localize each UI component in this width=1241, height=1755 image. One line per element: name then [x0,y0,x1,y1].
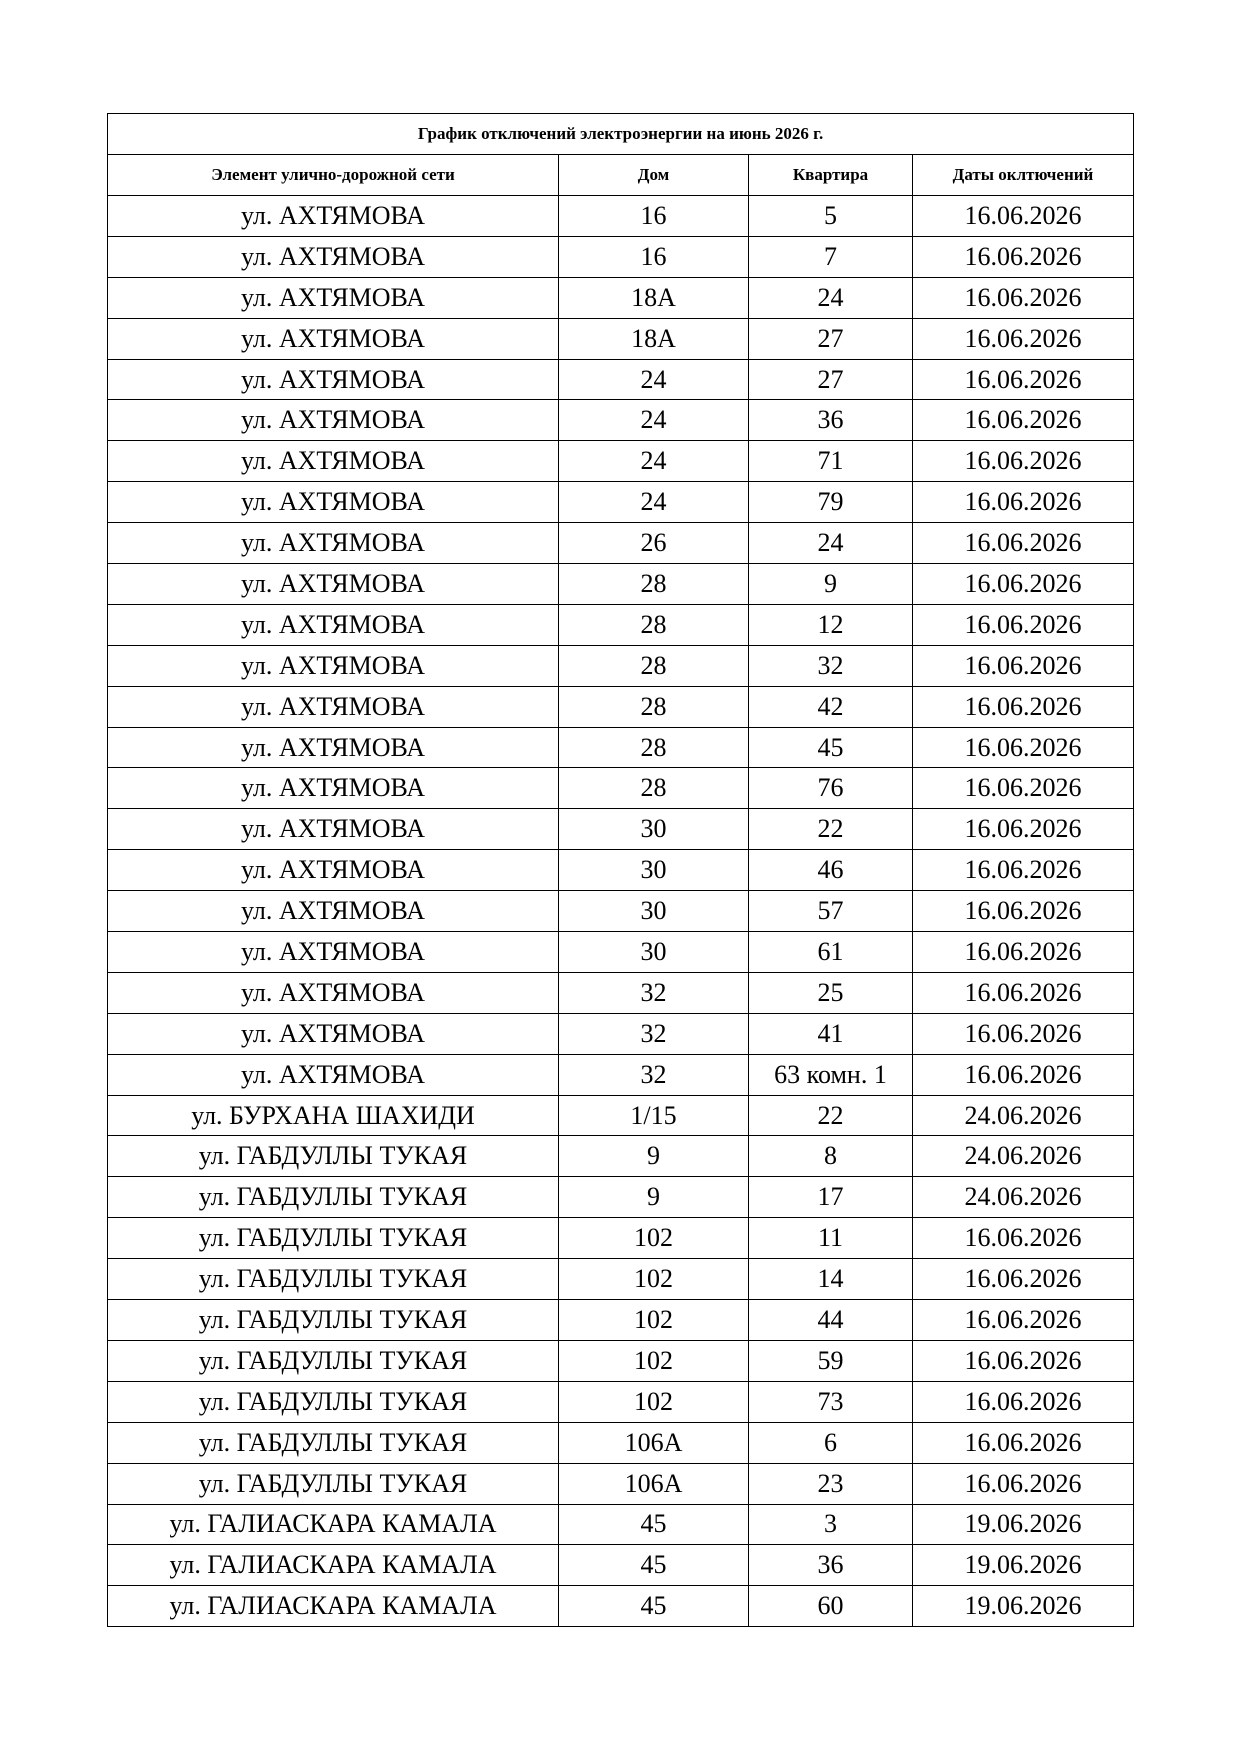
cell-date: 16.06.2026 [913,768,1134,809]
cell-apartment: 9 [749,564,913,605]
cell-date: 16.06.2026 [913,1300,1134,1341]
cell-apartment: 46 [749,850,913,891]
cell-house: 9 [559,1136,749,1177]
cell-house: 102 [559,1259,749,1300]
cell-date: 16.06.2026 [913,972,1134,1013]
cell-house: 28 [559,727,749,768]
cell-street: ул. ГАБДУЛЛЫ ТУКАЯ [108,1177,559,1218]
cell-apartment: 11 [749,1218,913,1259]
cell-apartment: 17 [749,1177,913,1218]
table-row [108,482,1134,523]
table-row [108,1218,1134,1259]
cell-apartment: 63 комн. 1 [749,1054,913,1095]
cell-apartment: 5 [749,196,913,237]
cell-house: 32 [559,1013,749,1054]
cell-house: 9 [559,1177,749,1218]
table-title: График отключений электроэнергии на июнь 2026 г. [108,114,1134,155]
cell-date: 16.06.2026 [913,564,1134,605]
cell-street: ул. АХТЯМОВА [108,972,559,1013]
cell-house: 24 [559,482,749,523]
cell-street: ул. АХТЯМОВА [108,482,559,523]
cell-house: 30 [559,850,749,891]
cell-apartment: 41 [749,1013,913,1054]
cell-date: 16.06.2026 [913,1013,1134,1054]
cell-date: 16.06.2026 [913,727,1134,768]
cell-house: 18А [559,318,749,359]
outage-schedule-table [107,113,1134,1627]
cell-house: 28 [559,564,749,605]
table-row [108,1463,1134,1504]
table-row [108,809,1134,850]
table-body [108,196,1134,1627]
cell-apartment: 12 [749,604,913,645]
cell-street: ул. АХТЯМОВА [108,891,559,932]
cell-apartment: 22 [749,1095,913,1136]
cell-date: 16.06.2026 [913,196,1134,237]
cell-house: 30 [559,932,749,973]
cell-date: 19.06.2026 [913,1504,1134,1545]
cell-street: ул. АХТЯМОВА [108,236,559,277]
table-row [108,523,1134,564]
cell-date: 16.06.2026 [913,1340,1134,1381]
column-header-house: Дом [559,155,749,196]
table-row [108,277,1134,318]
table-row [108,891,1134,932]
table-row [108,1177,1134,1218]
cell-street: ул. АХТЯМОВА [108,564,559,605]
cell-street: ул. ГАБДУЛЛЫ ТУКАЯ [108,1422,559,1463]
table-row [108,1095,1134,1136]
table-row [108,1300,1134,1341]
table-row [108,1381,1134,1422]
table-row [108,1259,1134,1300]
cell-house: 32 [559,1054,749,1095]
table-row [108,359,1134,400]
cell-street: ул. ГАЛИАСКАРА КАМАЛА [108,1586,559,1627]
cell-date: 16.06.2026 [913,891,1134,932]
cell-apartment: 24 [749,523,913,564]
cell-street: ул. АХТЯМОВА [108,727,559,768]
cell-apartment: 73 [749,1381,913,1422]
column-header-row [108,155,1134,196]
cell-street: ул. АХТЯМОВА [108,809,559,850]
cell-street: ул. ГАЛИАСКАРА КАМАЛА [108,1545,559,1586]
cell-apartment: 25 [749,972,913,1013]
column-header-street: Элемент улично-дорожной сети [108,155,559,196]
table-row [108,441,1134,482]
cell-apartment: 24 [749,277,913,318]
cell-street: ул. АХТЯМОВА [108,932,559,973]
table-row [108,400,1134,441]
cell-date: 16.06.2026 [913,686,1134,727]
cell-house: 32 [559,972,749,1013]
cell-date: 16.06.2026 [913,400,1134,441]
table-title-row [108,114,1134,155]
cell-house: 30 [559,809,749,850]
cell-date: 16.06.2026 [913,1422,1134,1463]
table-row [108,236,1134,277]
cell-house: 16 [559,236,749,277]
cell-street: ул. АХТЯМОВА [108,850,559,891]
cell-street: ул. АХТЯМОВА [108,441,559,482]
table-row [108,1586,1134,1627]
cell-date: 16.06.2026 [913,850,1134,891]
cell-street: ул. АХТЯМОВА [108,359,559,400]
table-row [108,318,1134,359]
table-row [108,1504,1134,1545]
cell-date: 16.06.2026 [913,1218,1134,1259]
cell-house: 24 [559,441,749,482]
cell-date: 16.06.2026 [913,604,1134,645]
cell-street: ул. АХТЯМОВА [108,645,559,686]
cell-street: ул. АХТЯМОВА [108,604,559,645]
cell-apartment: 6 [749,1422,913,1463]
cell-street: ул. ГАБДУЛЛЫ ТУКАЯ [108,1300,559,1341]
cell-date: 16.06.2026 [913,932,1134,973]
cell-house: 24 [559,359,749,400]
cell-apartment: 45 [749,727,913,768]
cell-street: ул. АХТЯМОВА [108,768,559,809]
cell-street: ул. АХТЯМОВА [108,1013,559,1054]
cell-street: ул. АХТЯМОВА [108,400,559,441]
cell-apartment: 23 [749,1463,913,1504]
cell-street: ул. ГАБДУЛЛЫ ТУКАЯ [108,1136,559,1177]
table-row [108,564,1134,605]
cell-house: 45 [559,1586,749,1627]
cell-apartment: 57 [749,891,913,932]
cell-street: ул. АХТЯМОВА [108,196,559,237]
table-row [108,1136,1134,1177]
cell-date: 16.06.2026 [913,809,1134,850]
table-row [108,850,1134,891]
cell-street: ул. ГАБДУЛЛЫ ТУКАЯ [108,1463,559,1504]
table-row [108,1340,1134,1381]
cell-street: ул. ГАБДУЛЛЫ ТУКАЯ [108,1381,559,1422]
cell-street: ул. ГАБДУЛЛЫ ТУКАЯ [108,1340,559,1381]
cell-apartment: 59 [749,1340,913,1381]
cell-apartment: 27 [749,318,913,359]
cell-apartment: 32 [749,645,913,686]
cell-date: 16.06.2026 [913,359,1134,400]
cell-date: 24.06.2026 [913,1136,1134,1177]
cell-house: 102 [559,1300,749,1341]
table-row [108,972,1134,1013]
cell-house: 24 [559,400,749,441]
cell-apartment: 36 [749,400,913,441]
cell-house: 102 [559,1218,749,1259]
cell-street: ул. ГАБДУЛЛЫ ТУКАЯ [108,1218,559,1259]
cell-apartment: 7 [749,236,913,277]
cell-house: 28 [559,768,749,809]
cell-house: 18А [559,277,749,318]
cell-house: 106А [559,1422,749,1463]
cell-apartment: 42 [749,686,913,727]
cell-house: 28 [559,686,749,727]
cell-apartment: 71 [749,441,913,482]
column-header-apartment: Квартира [749,155,913,196]
cell-date: 16.06.2026 [913,277,1134,318]
cell-apartment: 8 [749,1136,913,1177]
cell-date: 16.06.2026 [913,482,1134,523]
cell-house: 1/15 [559,1095,749,1136]
cell-house: 106А [559,1463,749,1504]
table-row [108,604,1134,645]
cell-house: 45 [559,1504,749,1545]
table-row [108,1422,1134,1463]
cell-apartment: 22 [749,809,913,850]
cell-house: 30 [559,891,749,932]
cell-apartment: 61 [749,932,913,973]
cell-street: ул. АХТЯМОВА [108,277,559,318]
table-row [108,932,1134,973]
cell-date: 24.06.2026 [913,1095,1134,1136]
cell-date: 16.06.2026 [913,1259,1134,1300]
cell-apartment: 14 [749,1259,913,1300]
table-row [108,1054,1134,1095]
table-row [108,196,1134,237]
cell-house: 28 [559,645,749,686]
cell-date: 19.06.2026 [913,1586,1134,1627]
table-row [108,686,1134,727]
cell-apartment: 79 [749,482,913,523]
cell-apartment: 3 [749,1504,913,1545]
cell-apartment: 44 [749,1300,913,1341]
cell-date: 16.06.2026 [913,523,1134,564]
cell-street: ул. ГАЛИАСКАРА КАМАЛА [108,1504,559,1545]
cell-street: ул. АХТЯМОВА [108,318,559,359]
cell-house: 16 [559,196,749,237]
cell-date: 16.06.2026 [913,441,1134,482]
table-row [108,768,1134,809]
cell-date: 16.06.2026 [913,645,1134,686]
cell-apartment: 27 [749,359,913,400]
cell-street: ул. АХТЯМОВА [108,1054,559,1095]
cell-house: 102 [559,1340,749,1381]
table-row [108,727,1134,768]
cell-street: ул. АХТЯМОВА [108,523,559,564]
cell-house: 26 [559,523,749,564]
table-row [108,1545,1134,1586]
cell-date: 16.06.2026 [913,318,1134,359]
column-header-dates: Даты оклтючений [913,155,1134,196]
cell-street: ул. ГАБДУЛЛЫ ТУКАЯ [108,1259,559,1300]
table-row [108,1013,1134,1054]
cell-house: 45 [559,1545,749,1586]
cell-house: 28 [559,604,749,645]
cell-street: ул. АХТЯМОВА [108,686,559,727]
cell-date: 16.06.2026 [913,1381,1134,1422]
cell-date: 16.06.2026 [913,1054,1134,1095]
cell-apartment: 76 [749,768,913,809]
cell-date: 16.06.2026 [913,236,1134,277]
cell-date: 16.06.2026 [913,1463,1134,1504]
cell-apartment: 36 [749,1545,913,1586]
cell-date: 24.06.2026 [913,1177,1134,1218]
table-row [108,645,1134,686]
cell-apartment: 60 [749,1586,913,1627]
cell-house: 102 [559,1381,749,1422]
cell-date: 19.06.2026 [913,1545,1134,1586]
cell-street: ул. БУРХАНА ШАХИДИ [108,1095,559,1136]
